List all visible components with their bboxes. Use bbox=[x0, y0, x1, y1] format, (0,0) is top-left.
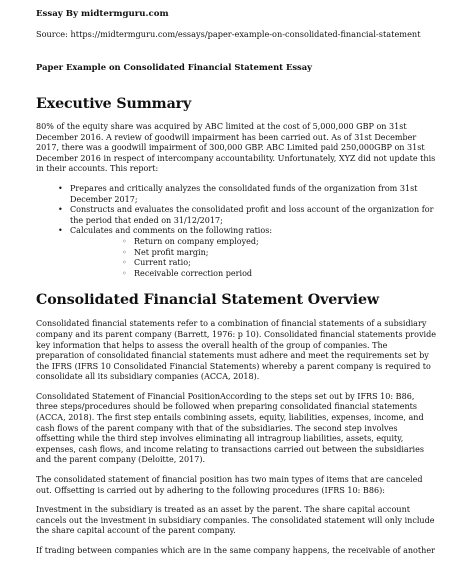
overview-paragraph: If trading between companies which are in the same company happens, the receivable of another bbox=[36, 546, 435, 555]
document-title: Paper Example on Consolidated Financial Statement Essay bbox=[36, 62, 313, 72]
bullet-item-text: Calculates and comments on the following ratios: bbox=[70, 226, 273, 236]
ratio-item: ◦ Net profit margin; bbox=[70, 248, 438, 259]
executive-summary-heading: Executive Summary bbox=[36, 96, 192, 112]
site-name: Essay By midtermguru.com bbox=[36, 9, 169, 19]
ratio-sub-list bbox=[70, 237, 438, 279]
ratio-item: ◦ Receivable correction period bbox=[70, 269, 438, 280]
bullet-item: • Prepares and critically analyzes the consolidated funds of the organization from 31st December 2017; bbox=[36, 184, 438, 205]
overview-paragraph: Consolidated financial statements refer to a combination of financial statements of a subsidiary company and its parent company (Barrett, 1976: p 10). Consolidated financial statements provide key information that helps to assess the overall health of the group of companies. The preparation of consolidated financial statements must adhere and meet the requirements set by the IFRS (IFRS 10 Consolidated Financial Statements) whereby a parent company is required to consolidate all its subsidiary companies (ACCA, 2018). bbox=[36, 319, 437, 382]
overview-heading: Consolidated Financial Statement Overview bbox=[36, 292, 379, 309]
bullet-item: • Constructs and evaluates the consolidated profit and loss account of the organization for the period that ended on 31/12/2017; bbox=[36, 205, 438, 226]
overview-paragraph: Investment in the subsidiary is treated as an asset by the parent. The share capital account cancels out the investment in subsidiary companies. The consolidated statement will only include the share capital account of the parent company. bbox=[36, 505, 435, 536]
overview-paragraph: Consolidated Statement of Financial PositionAccording to the steps set out by IFRS 10: B86, three steps/procedures should be followed when preparing consolidated financial statements (ACCA, 2018). The first step entails combining assets, equity, liabilities, expenses, income, and cash flows of the parent company with that of the subsidiaries. The second step involves offsetting while the third step involves eliminating all intragroup liabilities, assets, equity, expenses, cash flows, and income relating to transactions carried out between the subsidiaries and the parent company (Deloitte, 2017). bbox=[36, 391, 425, 465]
report-bullet-list bbox=[36, 184, 438, 279]
overview-paragraph: The consolidated statement of financial position has two main types of items that are canceled out. Offsetting is carried out by adhering to the following procedures (IFRS 10: B86): bbox=[36, 475, 423, 495]
executive-summary-intro: 80% of the equity share was acquired by ABC limited at the cost of 5,000,000 GBP on 31st December 2016. A review of goodwill impairment has been carried out. As of 31st December 2017, there was a goodwill impairment of 300,000 GBP. ABC Limited paid 250,000GBP on 31st December 2016 in respect of intercompany accountability. Unfortunately, XYZ did not update this in their accounts. This report: bbox=[36, 122, 436, 174]
ratio-item: ◦ Current ratio; bbox=[70, 258, 438, 269]
bullet-item bbox=[36, 226, 438, 279]
source-link[interactable]: Source: https://midtermguru.com/essays/paper-example-on-consolidated-financial-statement bbox=[36, 29, 421, 39]
ratio-item: ◦ Return on company employed; bbox=[70, 237, 438, 248]
